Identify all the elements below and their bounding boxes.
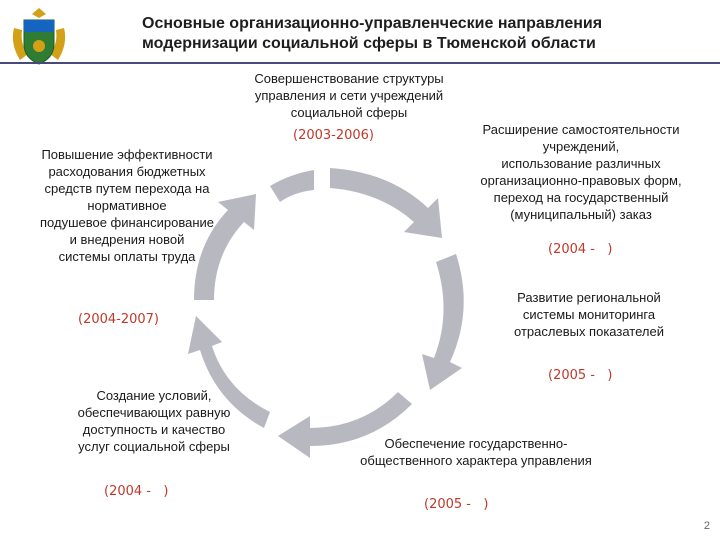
period-label: (2004 - ) xyxy=(104,484,169,499)
period-label: (2004-2007) xyxy=(78,312,160,327)
direction-block-access: Создание условий, обеспечивающих равную доступность и качество услуг социальной сферы xyxy=(77,388,231,454)
direction-block-autonomy: Расширение самостоятельности учреждений, использование различных организационно-правовых форм, переход на государственный (муниципальный) заказ xyxy=(480,122,682,222)
direction-block-efficiency: Повышение эффективности расходования бюджетных средств путем перехода на нормативное подушевое финансирование и внедрения новой системы оплаты труда xyxy=(40,147,214,264)
direction-block-structure: Совершенствование структуры управления и сети учреждений социальной сферы xyxy=(254,71,444,120)
period-label: (2003-2006) xyxy=(293,128,375,143)
arc-arrow-top-right xyxy=(330,168,442,238)
arc-arrow-right xyxy=(422,254,464,390)
direction-block-monitoring: Развитие региональной системы мониторинга отраслевых показателей xyxy=(514,290,664,339)
title-bar xyxy=(96,0,708,62)
period-label: (2005 - ) xyxy=(424,497,489,512)
page-number: 2 xyxy=(703,520,710,532)
page-title xyxy=(142,14,702,54)
period-label: (2005 - ) xyxy=(548,368,613,383)
coat-of-arms-icon xyxy=(6,4,72,70)
title-line-1: Основные организационно-управленческие направления xyxy=(142,15,603,32)
title-divider xyxy=(0,62,720,64)
title-line-2: модернизации социальной сферы в Тюменской области xyxy=(142,35,596,52)
direction-block-governance: Обеспечение государственно- общественного характера управления xyxy=(360,436,592,468)
arc-arrow-top-left xyxy=(270,170,314,202)
period-label: (2004 - ) xyxy=(548,242,613,257)
